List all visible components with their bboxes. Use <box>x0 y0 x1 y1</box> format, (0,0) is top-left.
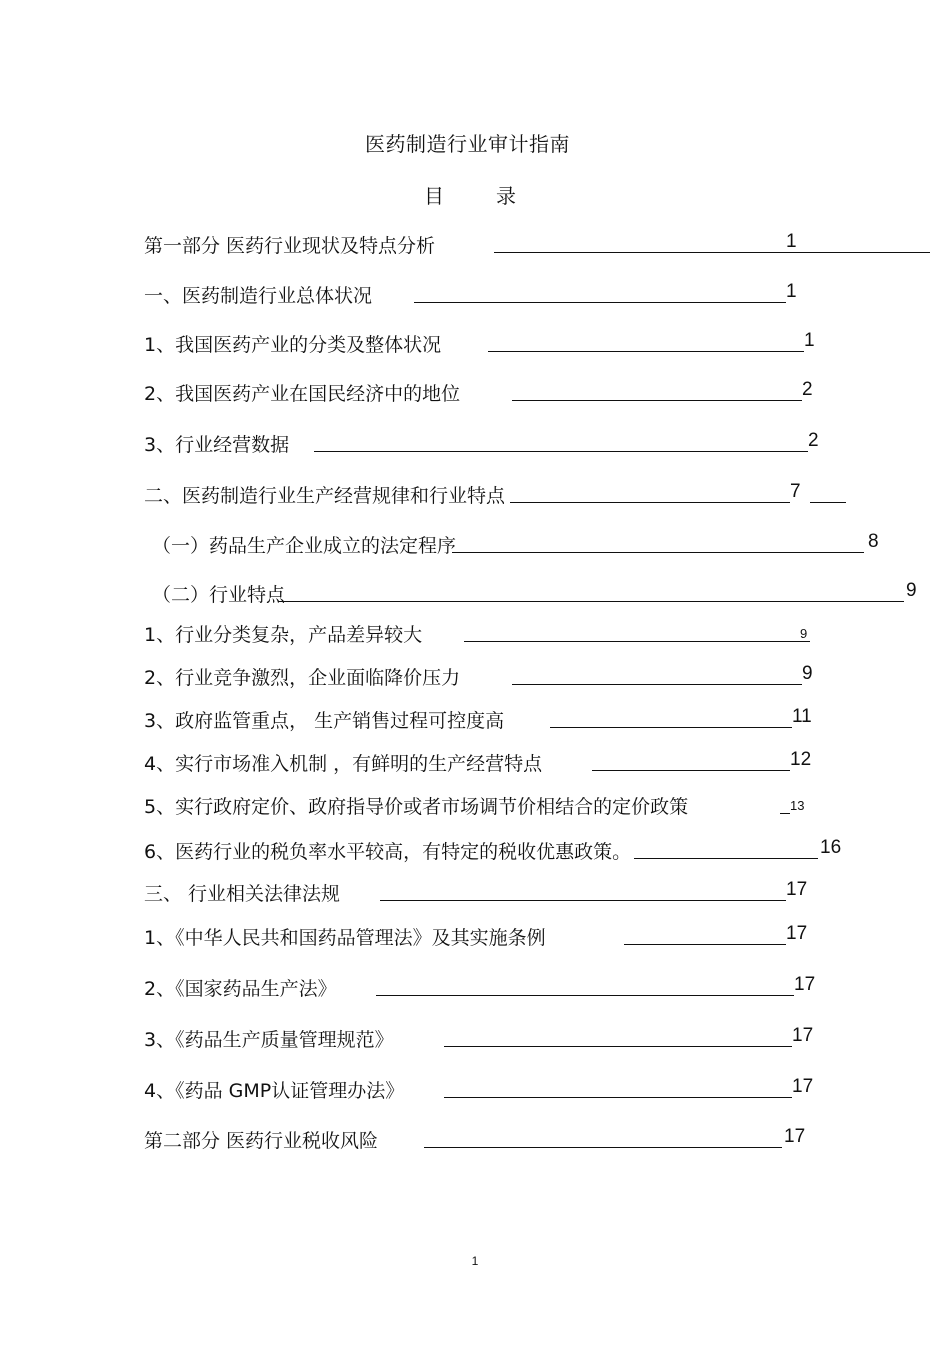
dot-leader <box>444 1097 792 1098</box>
toc-entry[interactable] <box>144 923 834 951</box>
toc-entry-label: 第二部分 医药行业税收风险 <box>144 1130 379 1152</box>
toc-entry[interactable] <box>144 481 854 509</box>
toc-entry-page: 1 <box>786 231 797 252</box>
toc-entry[interactable] <box>144 379 824 407</box>
dot-leader <box>424 1147 782 1148</box>
toc-entry[interactable] <box>144 620 834 648</box>
toc-entry[interactable] <box>144 837 864 865</box>
toc-heading-char-1: 目 <box>424 184 444 208</box>
toc-entry[interactable] <box>144 1126 834 1154</box>
toc-entry-label: 2、《国家药品生产法》 <box>144 978 337 1000</box>
dot-leader <box>414 302 786 303</box>
toc-entry-page: 7 <box>790 481 801 502</box>
dot-leader <box>494 252 930 253</box>
dot-leader <box>634 858 818 859</box>
toc-entry-page: 17 <box>786 879 808 900</box>
dot-leader <box>780 813 790 814</box>
document-title: 医药制造行业审计指南 <box>365 132 570 156</box>
toc-entry[interactable] <box>144 749 834 777</box>
dot-leader <box>464 641 810 642</box>
toc-entry-page: 17 <box>786 923 808 944</box>
toc-entry-label: 5、实行政府定价、政府指导价或者市场调节价相结合的定价政策 <box>144 796 689 818</box>
dot-leader <box>592 770 790 771</box>
toc-entry-label: 4、实行市场准入机制 ，有鲜明的生产经营特点 <box>144 753 543 775</box>
toc-entry[interactable] <box>144 231 804 259</box>
toc-entry[interactable] <box>144 879 834 907</box>
dot-leader <box>314 451 808 452</box>
toc-entry-page: 17 <box>784 1126 806 1147</box>
toc-entry-page: 8 <box>868 531 879 552</box>
page-number: 1 <box>471 1254 479 1268</box>
toc-entry-page: 2 <box>808 430 819 451</box>
toc-entry-page: 1 <box>804 330 815 351</box>
toc-heading <box>424 180 516 209</box>
dot-leader <box>512 400 802 401</box>
toc-entry[interactable] <box>144 663 834 691</box>
toc-entry-page: 12 <box>790 749 812 770</box>
toc-entry[interactable] <box>144 330 824 358</box>
toc-entry[interactable] <box>144 281 804 309</box>
toc-entry-label: （一）药品生产企业成立的法定程序 <box>152 535 457 557</box>
toc-entry-page: 2 <box>802 379 813 400</box>
toc-entry[interactable] <box>144 1076 844 1104</box>
toc-entry[interactable] <box>144 706 834 734</box>
toc-entry-label: 一、医药制造行业总体状况 <box>144 285 373 307</box>
toc-entry-label: 4、《药品 GMP认证管理办法》 <box>144 1080 405 1102</box>
dot-leader-trail <box>810 502 846 503</box>
toc-entry-label: 3、政府监管重点， 生产销售过程可控度高 <box>144 710 505 732</box>
toc-entry-label: 二、医药制造行业生产经营规律和行业特点 <box>144 485 506 507</box>
toc-entry-label: 2、我国医药产业在国民经济中的地位 <box>144 383 461 405</box>
toc-entry-page: 16 <box>820 837 842 858</box>
dot-leader <box>278 601 904 602</box>
toc-entry-page: 11 <box>792 706 812 727</box>
toc-entry[interactable] <box>152 580 942 608</box>
dot-leader <box>488 351 804 352</box>
toc-entry[interactable] <box>144 974 844 1002</box>
toc-entry-label: 6、医药行业的税负率水平较高，有特定的税收优惠政策。 <box>144 841 632 863</box>
toc-entry-page: 1 <box>786 281 797 302</box>
toc-entry-label: 2、行业竞争激烈，企业面临降价压力 <box>144 667 461 689</box>
toc-entry-page: 9 <box>800 626 808 641</box>
toc-entry[interactable] <box>144 1025 844 1053</box>
toc-heading-char-2: 录 <box>496 184 516 208</box>
dot-leader <box>452 552 864 553</box>
toc-entry-label: （二）行业特点 <box>152 584 286 606</box>
dot-leader <box>380 900 786 901</box>
toc-entry-page: 17 <box>794 974 816 995</box>
toc-entry-page: 17 <box>792 1076 814 1097</box>
toc-entry-label: 1、我国医药产业的分类及整体状况 <box>144 334 442 356</box>
toc-entry-label: 3、行业经营数据 <box>144 434 290 456</box>
dot-leader <box>512 684 802 685</box>
toc-entry[interactable] <box>144 792 834 820</box>
dot-leader <box>624 944 786 945</box>
toc-entry-label: 1、《中华人民共和国药品管理法》及其实施条例 <box>144 927 546 949</box>
toc-entry[interactable] <box>152 531 892 559</box>
toc-entry-label: 三、 行业相关法律法规 <box>144 883 341 905</box>
toc-entry-label: 1、行业分类复杂，产品差异较大 <box>144 624 423 646</box>
toc-entry-page: 13 <box>790 798 805 813</box>
toc-entry[interactable] <box>144 430 834 458</box>
toc-entry-page: 9 <box>802 663 813 684</box>
dot-leader <box>550 727 792 728</box>
dot-leader <box>444 1046 792 1047</box>
dot-leader <box>510 502 790 503</box>
dot-leader <box>376 995 794 996</box>
toc-entry-page: 17 <box>792 1025 814 1046</box>
toc-entry-label: 3、《药品生产质量管理规范》 <box>144 1029 394 1051</box>
toc-entry-label: 第一部分 医药行业现状及特点分析 <box>144 235 436 257</box>
toc-entry-page: 9 <box>906 580 917 601</box>
